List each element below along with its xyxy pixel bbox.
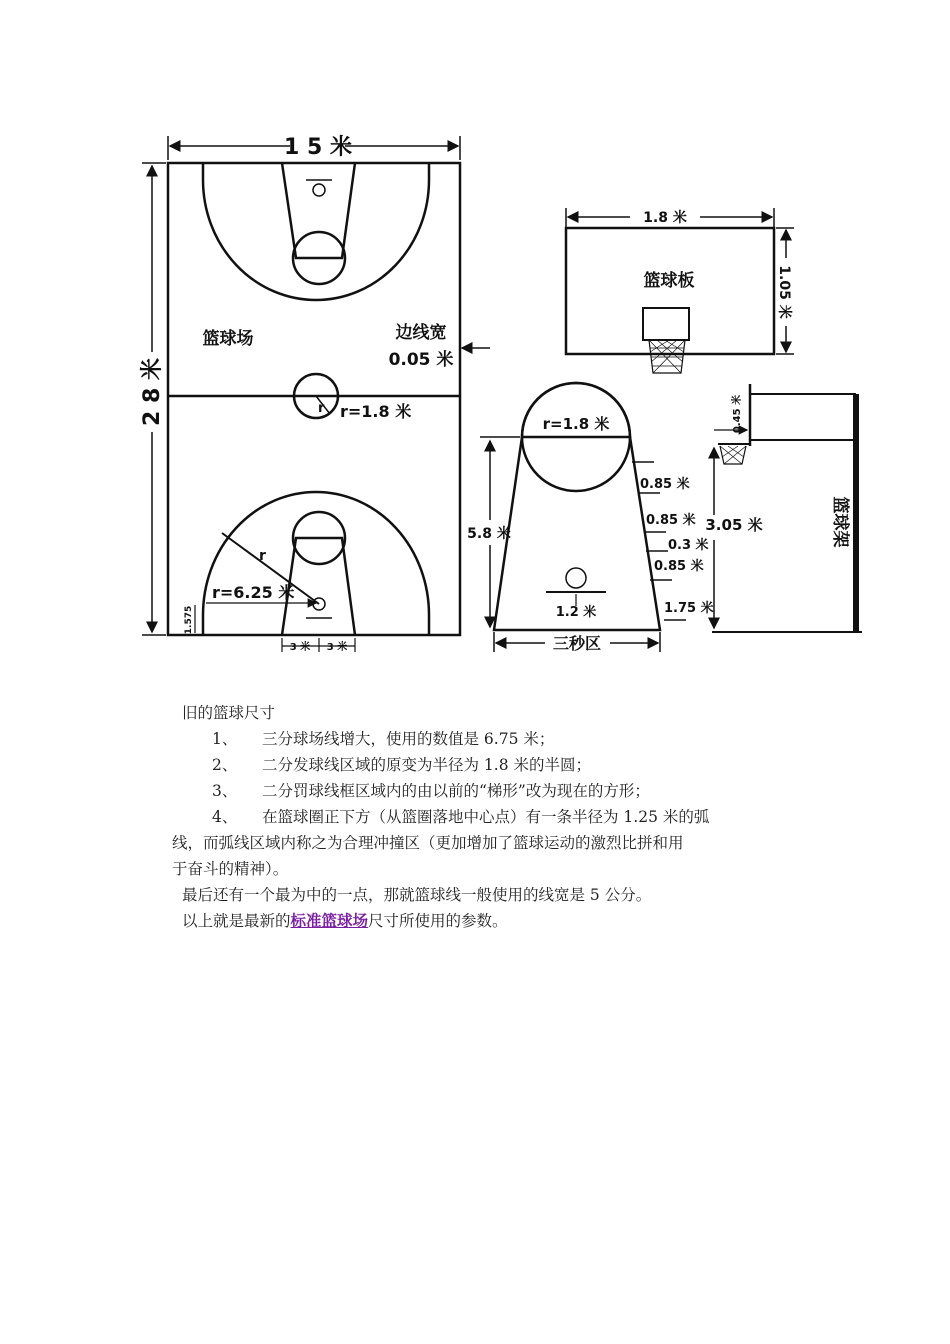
key-mark-2: 0.85 米 bbox=[646, 513, 696, 528]
list-item-4-text: 在篮球圈正下方（从篮圈落地中心点）有一条半径为 1.25 米的弧 bbox=[262, 808, 710, 826]
list-item-4-number: 4、 bbox=[212, 808, 238, 826]
stand-name: 篮球架 bbox=[830, 496, 850, 548]
sideline-label-1: 边线宽 bbox=[395, 323, 447, 343]
list-item-1-number: 1、 bbox=[212, 730, 238, 748]
key-mark-1: 0.85 米 bbox=[640, 477, 690, 492]
final-paragraph-after: 尺寸所使用的参数。 bbox=[368, 912, 508, 930]
three-point-radius-label: r=6.25 米 bbox=[212, 583, 295, 602]
backboard-height-label: 1.05 米 bbox=[776, 265, 792, 319]
rim-height-label: 3.05 米 bbox=[705, 516, 763, 534]
arc-r-small: r bbox=[259, 548, 266, 564]
center-r-small: r bbox=[318, 401, 325, 416]
list-item-2-text: 二分发球线区域的原变为半径为 1.8 米的半圆； bbox=[262, 756, 592, 774]
final-paragraph-before: 以上就是最新的 bbox=[182, 912, 291, 930]
key-height-label: 5.8 米 bbox=[467, 526, 511, 542]
backboard-width-label: 1.8 米 bbox=[643, 210, 687, 226]
list-item-1-text: 三分球场线增大，使用的数值是 6.75 米； bbox=[262, 730, 555, 748]
list-item-2-number: 2、 bbox=[212, 756, 238, 774]
key-mark-4: 0.85 米 bbox=[654, 559, 704, 574]
key-circle-label: r=1.8 米 bbox=[542, 415, 610, 433]
stand-offset-label: 0.45 米 bbox=[732, 394, 743, 434]
list-item-4-continuation-2: 于奋斗的精神）。 bbox=[172, 860, 289, 878]
closing-paragraph: 最后还有一个最为中的一点，那就篮球线一般使用的线宽是 5 公分。 bbox=[182, 886, 652, 904]
list-item-3-number: 3、 bbox=[212, 782, 238, 800]
free-throw-offset-label: 1.2 米 bbox=[555, 605, 597, 620]
center-radius-label: r=1.8 米 bbox=[340, 402, 412, 421]
court-diagram bbox=[142, 136, 490, 652]
court-width-label: 1 5 米 bbox=[284, 135, 352, 160]
key-mark-3: 0.3 米 bbox=[668, 538, 709, 553]
corner-distance-label: 1.575 bbox=[184, 605, 194, 635]
standard-court-link[interactable]: 标准篮球场 bbox=[290, 911, 369, 930]
court-name: 篮球场 bbox=[202, 329, 254, 349]
three-right-label: 3 米 bbox=[326, 642, 348, 653]
sideline-label-2: 0.05 米 bbox=[388, 350, 454, 370]
list-item-4-continuation-1: 线，而弧线区域内称之为合理冲撞区（更加增加了篮球运动的激烈比拼和用 bbox=[172, 834, 684, 852]
backboard-name: 篮球板 bbox=[643, 271, 695, 291]
list-item-3-text: 二分罚球线框区域内的由以前的“梯形”改为现在的方形； bbox=[262, 782, 650, 800]
final-paragraph bbox=[182, 909, 508, 933]
key-name: 三秒区 bbox=[552, 634, 602, 653]
article-heading: 旧的篮球尺寸 bbox=[182, 704, 276, 722]
key-mark-5: 1.75 米 bbox=[664, 601, 714, 616]
three-left-label: 3 米 bbox=[289, 642, 311, 653]
court-length-label: 2 8 米 bbox=[140, 358, 165, 426]
